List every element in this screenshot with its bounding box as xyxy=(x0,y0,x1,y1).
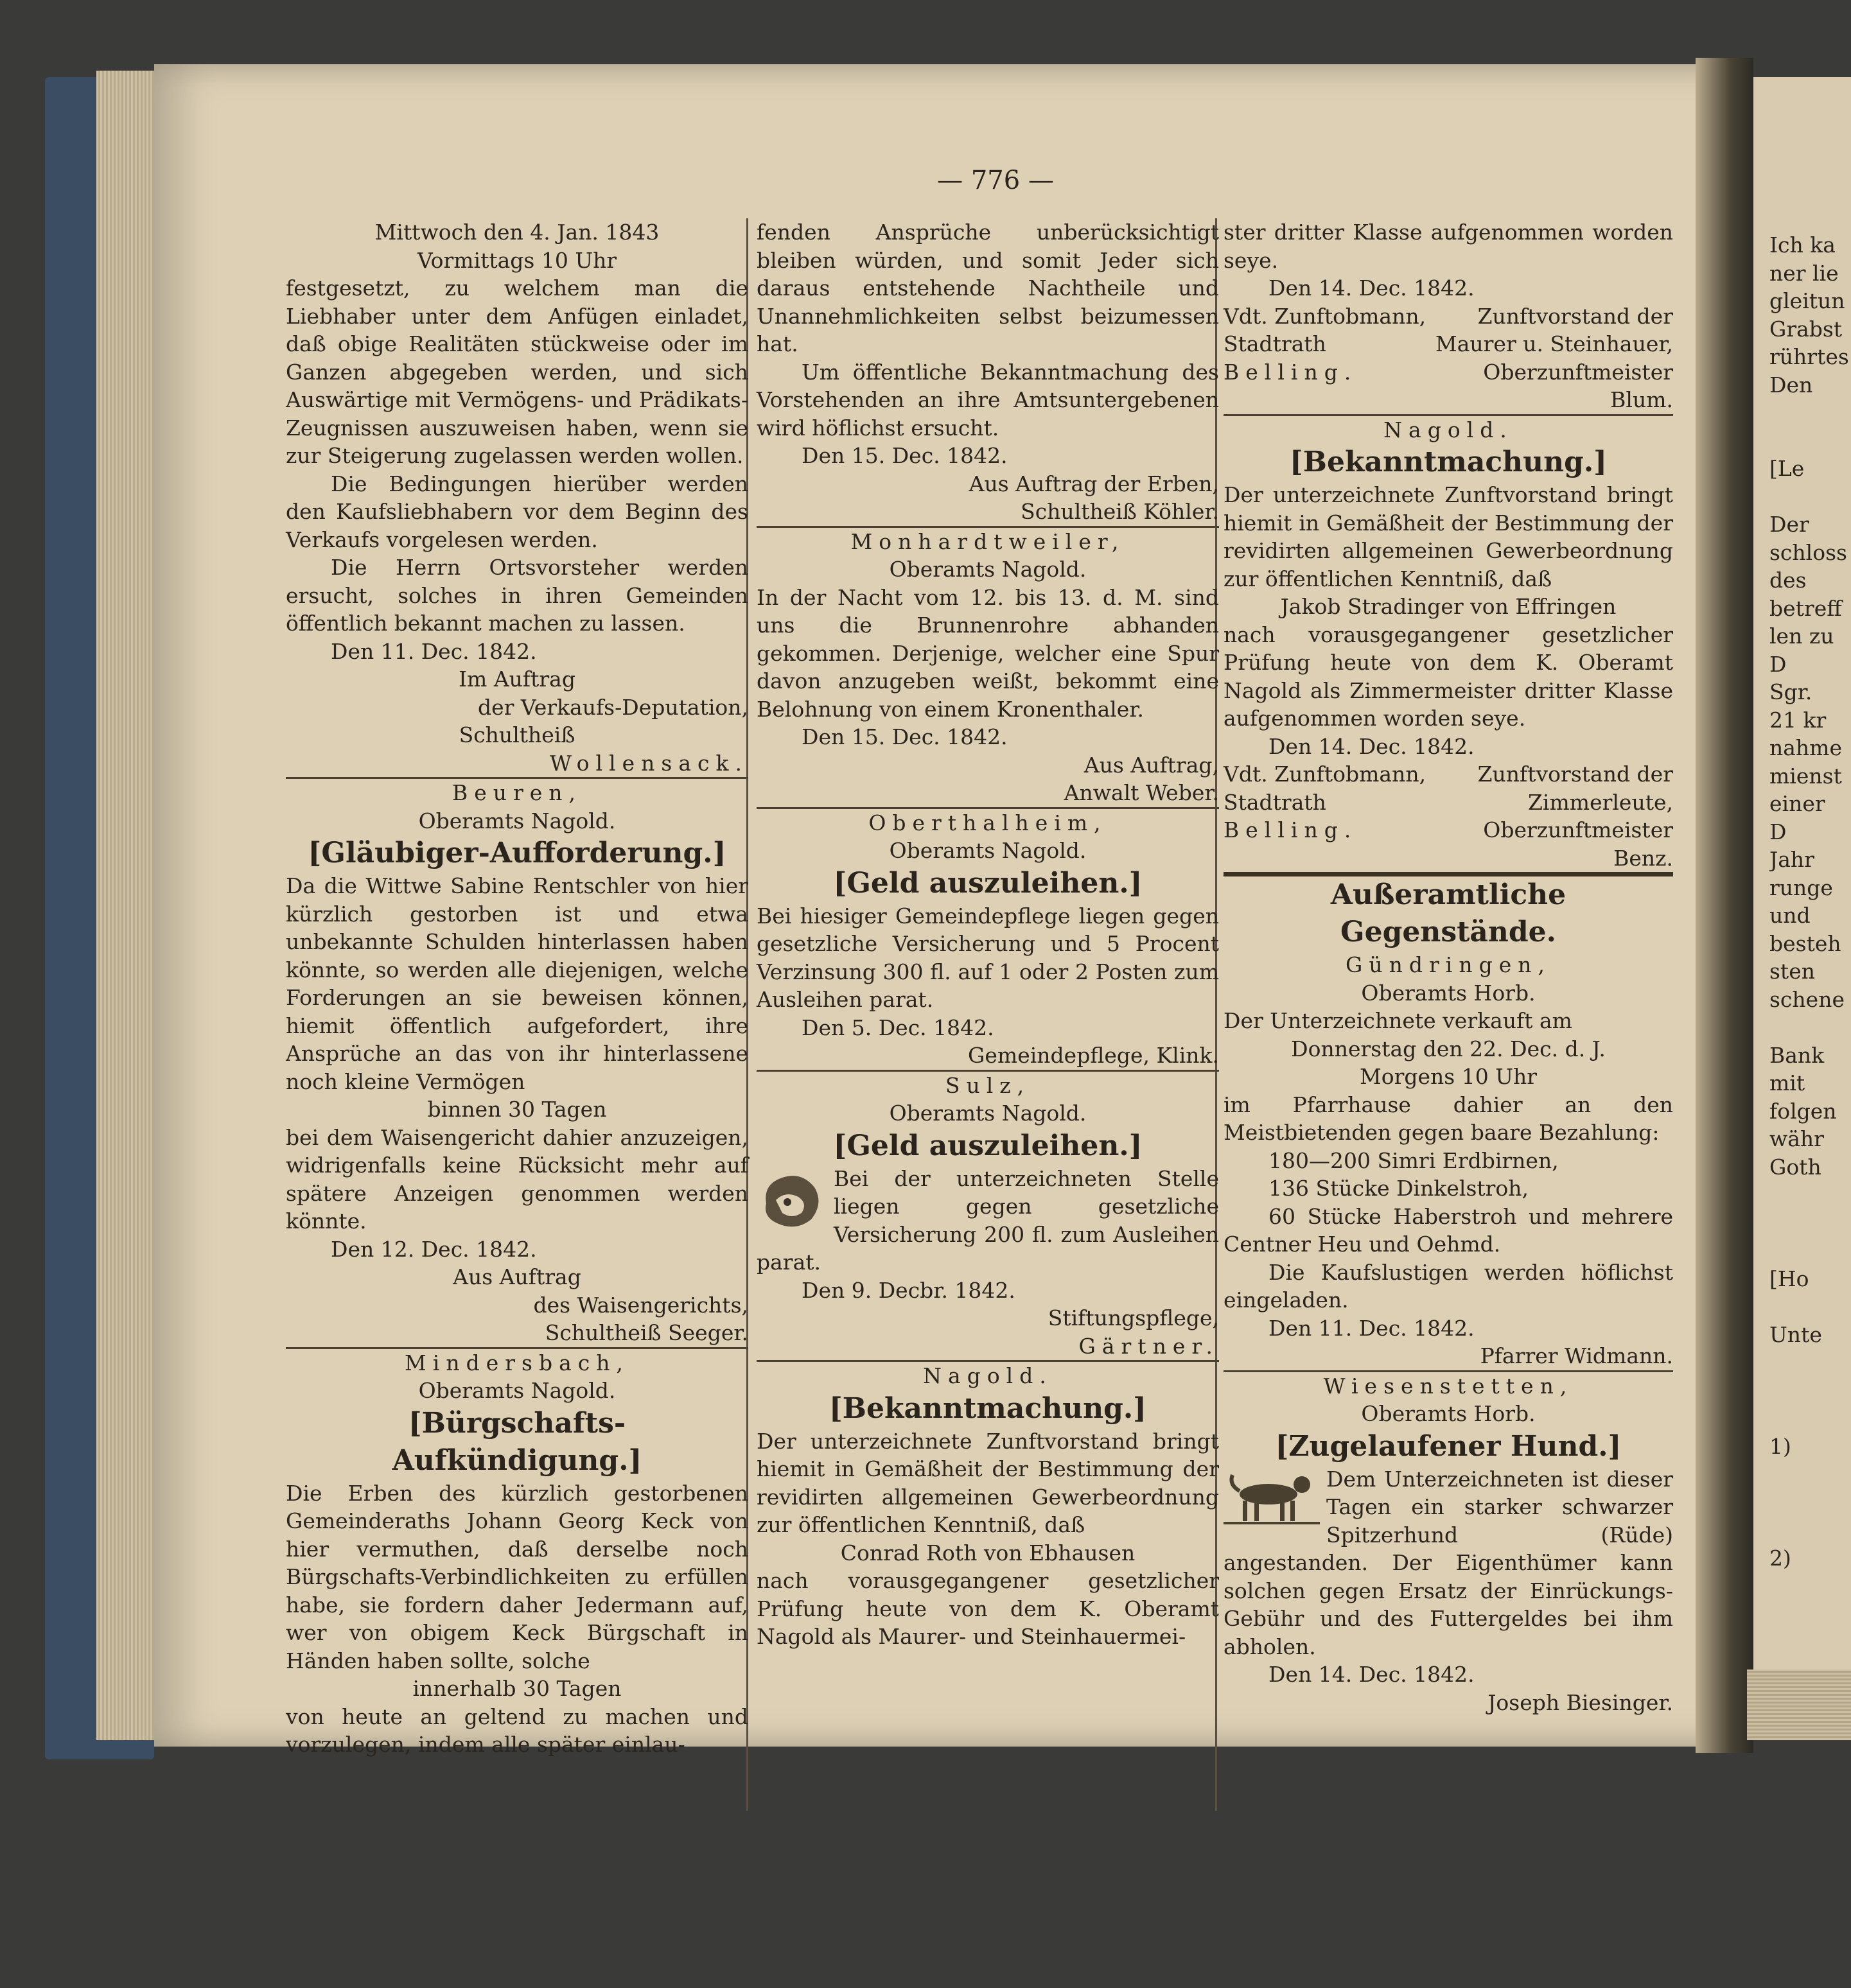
notice-heading: [Bekanntmachung.] xyxy=(829,1391,1147,1425)
place-heading: Monhardtweiler, xyxy=(850,528,1125,554)
paragraph: bei dem Waisengericht dahier anzuzeigen, widrigenfalls keine Rücksicht mehr auf spätere Anzeigen genommen werden könnte. xyxy=(286,1124,748,1234)
paragraph: ster dritter Klasse aufgenommen worden seye. xyxy=(1224,220,1673,273)
vdt-row xyxy=(1224,760,1673,789)
text-line: schloss xyxy=(1769,539,1847,565)
paragraph: festgesetzt, zu welchem man die Liebhaber unter dem Anfügen einladet, daß obige Realitäten stückweise oder im Ganzen abgegeben werden, und sich Auswärtige mit Vermögens- und Prädikats-Zeugnissen auszuweisen haben, wenn sie zur Steigerung zugelassen werden wollen. xyxy=(286,275,748,468)
paragraph-with-illustration xyxy=(757,1165,1219,1277)
text-line xyxy=(1769,483,1851,511)
text-line: Den xyxy=(1769,372,1813,397)
text-line xyxy=(1769,1348,1851,1377)
text-line: gleitun xyxy=(1769,288,1845,313)
notice-heading: [Geld auszuleihen.] xyxy=(833,866,1143,900)
text-line: 21 kr xyxy=(1769,707,1827,733)
text-line: Jahr xyxy=(1769,847,1814,872)
text-line: Bank xyxy=(1769,1042,1825,1068)
list-item: 60 Stücke Haberstroh und mehrere Centner Heu und Oehmd. xyxy=(1224,1203,1673,1257)
text-line: mienst xyxy=(1769,763,1842,789)
text-line xyxy=(1769,1209,1851,1237)
text-line: Mittwoch den 4. Jan. 1843 xyxy=(374,220,660,245)
text-line: [Le xyxy=(1769,456,1805,481)
paragraph: In der Nacht vom 12. bis 13. d. M. sind uns die Brunnenrohre abhanden gekommen. Derjenige, welcher eine Spur davon anzugeben weißt, bekommt eine Belohnung von einem Kronenthaler. xyxy=(757,584,1219,722)
district-line: Oberamts Horb. xyxy=(1361,1401,1536,1426)
text-line: 2) xyxy=(1769,1545,1791,1571)
signature-name: Gärtner. xyxy=(1078,1333,1219,1359)
text-line xyxy=(1769,1293,1851,1321)
signature-line: Aus Auftrag, xyxy=(1083,752,1219,778)
paragraph: Da die Wittwe Sabine Rentschler von hier kürzlich gestorben ist und etwa unbekannte Schulden hinterlassen haben könnte, so werden alle diejenigen, welche Forderungen an sie beweisen können, hiemit öffentlich aufgefordert, ihre Ansprüche an das von ihr hinterlassene noch kleine Vermögen xyxy=(286,873,748,1094)
text-line: len zu xyxy=(1769,623,1834,649)
page-number: — 776 — xyxy=(937,166,1054,195)
paragraph: von heute an geltend zu machen und vorzulegen, indem alle später einlau- xyxy=(286,1704,748,1757)
paragraph: Der unterzeichnete Zunftvorstand bringt hiemit in Gemäßheit der Bestimmung der revidirten allgemeinen Gewerbeordnung zur öffentlichen Kenntniß, daß xyxy=(1224,482,1673,591)
date-line: Den 15. Dec. 1842. xyxy=(802,443,1008,468)
vdt-left: Vdt. Zunftobmann, xyxy=(1224,303,1426,329)
vdt-left: Stadtrath xyxy=(1224,331,1326,356)
paragraph: Der Unterzeichnete verkauft am xyxy=(1224,1008,1572,1033)
text-line: folgen xyxy=(1769,1098,1837,1124)
date-line: Den 14. Dec. 1842. xyxy=(1268,1662,1475,1687)
term-line: binnen 30 Tagen xyxy=(427,1097,607,1122)
district-line: Oberamts Nagold. xyxy=(418,808,616,833)
signature-line: des Waisengerichts, xyxy=(533,1292,748,1318)
place-heading: Nagold. xyxy=(923,1363,1053,1388)
text-line: runge xyxy=(1769,875,1833,900)
text-line: mit xyxy=(1769,1070,1805,1095)
vdt-row xyxy=(1224,302,1673,331)
text-line: Ich ka xyxy=(1769,232,1836,257)
text-line: Sgr. xyxy=(1769,679,1812,704)
place-heading: Oberthalheim, xyxy=(868,810,1107,835)
date-line: Den 11. Dec. 1842. xyxy=(331,638,537,664)
place-heading: Beuren, xyxy=(452,780,583,805)
text-line: sten xyxy=(1769,959,1815,984)
column-1 xyxy=(286,218,748,1759)
dog-illustration xyxy=(1224,1465,1320,1530)
vdt-left: Vdt. Zunftobmann, xyxy=(1224,762,1426,787)
place-heading: Wiesenstetten, xyxy=(1323,1373,1574,1399)
notice-heading: [Bürgschafts-Aufkündigung.] xyxy=(392,1406,642,1477)
district-line: Oberamts Nagold. xyxy=(889,1101,1087,1126)
text-line xyxy=(1769,1460,1851,1488)
paragraph-text: Dem Unterzeichneten ist dieser Tagen ein starker schwarzer Spitzerhund (Rüde) angestanden. Der Eigenthümer kann solchen gegen Ersatz der Einrückungs-Gebühr und des Futtergeldes bei ihm abholen. xyxy=(1224,1466,1673,1659)
text-line: nahme xyxy=(1769,735,1843,760)
district-line: Oberamts Horb. xyxy=(1361,980,1536,1006)
vdt-row xyxy=(1224,358,1673,387)
text-line: und xyxy=(1769,903,1811,928)
text-line xyxy=(1769,1181,1851,1209)
paragraph: Die Kaufslustigen werden höflichst eingeladen. xyxy=(1224,1259,1673,1312)
place-heading: Sulz, xyxy=(945,1072,1031,1098)
signature-name: Blum. xyxy=(1610,387,1673,412)
list-item: 136 Stücke Dinkelstroh, xyxy=(1268,1176,1529,1201)
text-line: Donnerstag den 22. Dec. d. J. xyxy=(1291,1036,1606,1061)
signature-name: Gemeindepflege, Klink. xyxy=(968,1043,1219,1068)
paragraph: nach vorausgegangener gesetzlicher Prüfung heute von dem K. Oberamt Nagold als Zimmermeister dritter Klasse aufgenommen worden seye. xyxy=(1224,622,1673,731)
vdt-left: Belling. xyxy=(1224,817,1358,842)
vdt-left: Belling. xyxy=(1224,359,1358,385)
text-line: einer xyxy=(1769,791,1825,816)
paragraph: Die Erben des kürzlich gestorbenen Gemeinderaths Johann Georg Keck von hier vermuthen, daß derselbe noch Bürgschafts-Verbindlichkeiten zu erfüllen habe, sie fordern daher Jedermann auf, wer von obigem Keck Bürgschaft in Händen haben sollte, solche xyxy=(286,1480,748,1673)
page-edges-bottom xyxy=(1747,1670,1851,1740)
next-page-text xyxy=(1769,231,1851,1572)
text-line: Morgens 10 Uhr xyxy=(1359,1064,1538,1089)
signature-name: Schultheiß Köhler. xyxy=(1021,499,1219,524)
text-line: D xyxy=(1769,651,1787,677)
list-item: 180—200 Simri Erdbirnen, xyxy=(1268,1147,1559,1173)
column-3 xyxy=(1224,218,1673,1716)
vdt-left: Stadtrath xyxy=(1224,789,1326,815)
paragraph: fenden Ansprüche unberücksichtigt bleiben würden, und somit Jeder sich daraus entstehende Nachtheile und Unannehmlichkeiten selbst beizumessen hat. xyxy=(757,220,1219,356)
date-line: Den 14. Dec. 1842. xyxy=(1268,275,1475,301)
text-line xyxy=(1769,427,1851,455)
text-line: schene xyxy=(1769,986,1845,1012)
date-line: Den 12. Dec. 1842. xyxy=(331,1236,537,1262)
text-line xyxy=(1769,1488,1851,1517)
signature-name: Pfarrer Widmann. xyxy=(1480,1343,1673,1368)
vdt-right: Maurer u. Steinhauer, xyxy=(1435,331,1673,356)
place-heading: Mindersbach, xyxy=(405,1350,629,1375)
section-rule-heavy xyxy=(1224,872,1673,876)
signature-name: Anwalt Weber. xyxy=(1064,780,1219,805)
text-line: Vormittags 10 Uhr xyxy=(417,247,617,273)
text-line: betreff xyxy=(1769,595,1842,621)
district-line: Oberamts Nagold. xyxy=(889,557,1087,582)
signature-line: Stiftungspflege, xyxy=(1048,1305,1219,1330)
term-line: innerhalb 30 Tagen xyxy=(412,1676,622,1701)
column-2 xyxy=(757,218,1219,1651)
signature-line: Aus Auftrag der Erben, xyxy=(969,471,1219,496)
signature-name: Schultheiß Seeger. xyxy=(545,1320,748,1345)
name-line: Conrad Roth von Ebhausen xyxy=(840,1540,1136,1565)
vdt-right: Zunftvorstand der xyxy=(1477,303,1673,329)
notice-heading: [Gläubiger-Aufforderung.] xyxy=(308,837,726,869)
date-line: Den 5. Dec. 1842. xyxy=(802,1015,994,1040)
text-line xyxy=(1769,1013,1851,1042)
text-line: besteh xyxy=(1769,930,1841,956)
place-heading: Nagold. xyxy=(1383,417,1513,442)
text-line xyxy=(1769,1404,1851,1433)
district-line: Oberamts Nagold. xyxy=(889,838,1087,863)
paragraph: nach vorausgegangener gesetzlicher Prüfung heute von dem K. Oberamt Nagold als Maurer- und Steinhauermei- xyxy=(757,1568,1219,1649)
text-line: währ xyxy=(1769,1126,1824,1151)
text-line: des xyxy=(1769,568,1807,593)
seal-illustration xyxy=(757,1165,827,1235)
date-line: Den 15. Dec. 1842. xyxy=(802,724,1008,749)
paragraph: im Pfarrhause dahier an den Meistbietenden gegen baare Bezahlung: xyxy=(1224,1092,1673,1145)
district-line: Oberamts Nagold. xyxy=(418,1378,616,1403)
paragraph-with-illustration xyxy=(1224,1465,1673,1661)
signature-line: der Verkaufs-Deputation, xyxy=(478,694,748,720)
notice-heading: [Zugelaufener Hund.] xyxy=(1275,1429,1622,1463)
signature-line: Aus Auftrag xyxy=(453,1264,581,1289)
text-line: D xyxy=(1769,819,1787,844)
vdt-row xyxy=(1224,789,1673,817)
notice-heading: [Bekanntmachung.] xyxy=(1289,446,1608,478)
signature-line: Im Auftrag xyxy=(459,667,575,692)
paragraph: Die Herrn Ortsvorsteher werden ersucht, solches in ihren Gemeinden öffentlich bekannt machen zu lassen. xyxy=(286,555,748,636)
paragraph: Bei hiesiger Gemeindepflege liegen gegen gesetzliche Versicherung und 5 Procent Verzinsung 300 fl. auf 1 oder 2 Posten zum Ausleihen parat. xyxy=(757,903,1219,1012)
book-gutter xyxy=(1696,58,1753,1753)
section-heading: Außeramtliche Gegenstände. xyxy=(1330,878,1566,948)
place-heading: Gündringen, xyxy=(1346,952,1551,977)
text-line: [Ho xyxy=(1769,1266,1809,1291)
text-line: 1) xyxy=(1769,1433,1791,1459)
text-line: rührtes xyxy=(1769,344,1849,369)
text-line xyxy=(1769,399,1851,427)
paragraph-text: Bei der unterzeichneten Stelle liegen gegen gesetzliche Versicherung 200 fl. zum Ausleihen parat. xyxy=(757,1165,1219,1275)
date-line: Den 11. Dec. 1842. xyxy=(1268,1315,1475,1341)
name-line: Jakob Stradinger von Effringen xyxy=(1280,594,1617,619)
vdt-right: Oberzunftmeister xyxy=(1483,359,1673,385)
date-line: Den 9. Decbr. 1842. xyxy=(802,1277,1015,1303)
text-line: Der xyxy=(1769,512,1809,537)
text-line xyxy=(1769,1237,1851,1265)
paragraph: Die Bedingungen hierüber werden den Kaufsliebhabern vor dem Beginn des Verkaufs vorgelesen werden. xyxy=(286,471,748,552)
vdt-row xyxy=(1224,330,1673,358)
notice-heading: [Geld auszuleihen.] xyxy=(833,1129,1143,1162)
vdt-row xyxy=(1224,816,1673,844)
text-line: Goth xyxy=(1769,1154,1821,1180)
paragraph: Der unterzeichnete Zunftvorstand bringt hiemit in Gemäßheit der Bestimmung der revidirten allgemeinen Gewerbeordnung zur öffentlichen Kenntniß, daß xyxy=(757,1428,1219,1537)
date-line: Den 14. Dec. 1842. xyxy=(1268,733,1475,759)
text-line: Unte xyxy=(1769,1321,1822,1347)
text-line: ner lie xyxy=(1769,260,1839,286)
vdt-right: Oberzunftmeister xyxy=(1483,817,1673,842)
signature-line: Schultheiß xyxy=(459,722,575,747)
text-line xyxy=(1769,1377,1851,1405)
signature-name: Joseph Biesinger. xyxy=(1487,1689,1673,1715)
text-line: Grabst xyxy=(1769,316,1843,342)
signature-name: Wollensack. xyxy=(549,750,748,776)
paragraph: Um öffentliche Bekanntmachung des Vorstehenden an ihre Amtsuntergebenen wird höflichst ersucht. xyxy=(757,359,1219,440)
vdt-right: Zunftvorstand der xyxy=(1477,762,1673,787)
text-line xyxy=(1769,1516,1851,1544)
vdt-right: Zimmerleute, xyxy=(1528,789,1673,815)
signature-name: Benz. xyxy=(1613,845,1673,871)
